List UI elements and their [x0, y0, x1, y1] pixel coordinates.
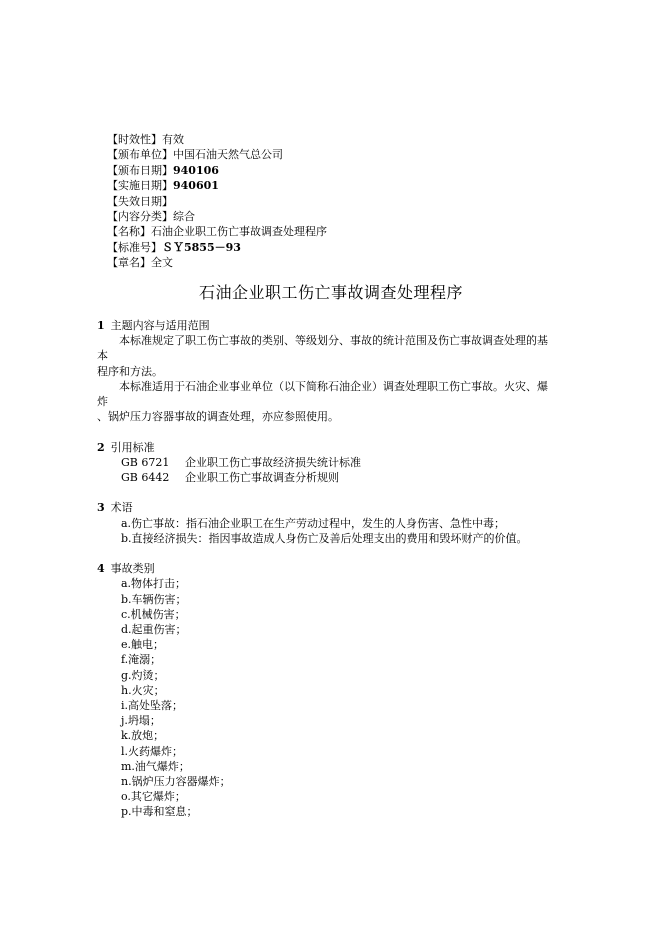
list-item: d.起重伤害；	[121, 623, 187, 637]
paragraph-line: 、锅炉压力容器事故的调查处理，亦应参照使用。	[97, 410, 339, 424]
section-heading	[97, 440, 569, 455]
list-item: e.触电；	[121, 638, 165, 652]
list-item: n.锅炉压力容器爆炸；	[121, 775, 231, 789]
term-item: a.伤亡事故：指石油企业职工在生产劳动过程中，发生的人身伤害、急性中毒；	[121, 516, 506, 530]
meta-value: 石油企业职工伤亡事故调查处理程序	[151, 225, 327, 239]
section-title: 主题内容与适用范围	[110, 319, 210, 332]
spacer	[97, 546, 569, 561]
list-item: f.淹溺；	[121, 653, 162, 667]
meta-effective-date	[107, 178, 327, 193]
meta-value: 有效	[162, 133, 184, 146]
meta-issuer	[107, 147, 327, 162]
meta-issue-date	[107, 163, 327, 178]
meta-label: 【实施日期】	[107, 179, 173, 193]
section-title: 术语	[110, 501, 133, 515]
meta-name	[107, 224, 327, 239]
section-number: 1	[97, 319, 105, 332]
paragraph-line: 本标准规定了职工伤亡事故的类别、等级划分、事故的统计范围及伤亡事故调查处理的基	[119, 334, 548, 348]
meta-value: ＳＹ5855－93	[162, 240, 241, 254]
meta-category	[107, 209, 327, 224]
meta-value: 全文	[151, 256, 173, 270]
meta-value: 综合	[173, 210, 195, 224]
section-heading	[97, 318, 569, 333]
reference-row	[97, 470, 569, 485]
section-number: 4	[97, 562, 105, 576]
document-body	[97, 318, 569, 820]
meta-standard-number	[107, 240, 327, 255]
meta-label: 【名称】	[107, 225, 151, 239]
paragraph-line: 本标准适用于石油企业事业单位（以下简称石油企业）调查处理职工伤亡事故。火灾、爆	[119, 379, 548, 393]
section-title: 事故类别	[110, 562, 155, 576]
list-item: g.灼烫；	[121, 668, 165, 682]
reference-row	[97, 455, 569, 470]
meta-label: 【标准号】	[107, 240, 162, 254]
reference-name: 企业职工伤亡事故经济损失统计标准	[185, 455, 361, 469]
meta-label: 【失效日期】	[107, 194, 173, 208]
reference-name: 企业职工伤亡事故调查分析规则	[185, 471, 339, 485]
section-number: 3	[97, 501, 105, 515]
spacer	[97, 424, 569, 439]
list-item: l.火药爆炸；	[121, 744, 184, 758]
meta-value: 940106	[173, 163, 219, 177]
meta-expiry-date	[107, 194, 327, 209]
section-title: 引用标准	[110, 440, 155, 454]
section-heading	[97, 561, 569, 576]
list-item: a.物体打击；	[121, 577, 187, 591]
list-item: i.高处坠落；	[121, 699, 184, 713]
list-item: h.火灾；	[121, 683, 165, 697]
meta-label: 【内容分类】	[107, 210, 173, 224]
document-title: 石油企业职工伤亡事故调查处理程序	[198, 283, 463, 302]
reference-code: GB 6721	[121, 455, 170, 469]
meta-chapter	[107, 255, 327, 270]
paragraph-line: 炸	[97, 395, 108, 409]
meta-value: 中国石油天然气总公司	[173, 148, 283, 162]
list-item: j.坍塌；	[121, 714, 161, 728]
reference-code: GB 6442	[121, 471, 170, 485]
list-item: p.中毒和窒息；	[121, 805, 198, 819]
meta-label: 【章名】	[107, 256, 151, 270]
term-item: b.直接经济损失：指因事故造成人身伤亡及善后处理支出的费用和毁坏财产的价值。	[121, 531, 528, 545]
meta-label: 【颁布日期】	[107, 163, 173, 177]
paragraph-line: 程序和方法。	[97, 364, 163, 378]
list-item: k.放炮；	[121, 729, 165, 743]
meta-value: 940601	[173, 179, 219, 193]
list-item: o.其它爆炸；	[121, 790, 186, 804]
spacer	[97, 485, 569, 500]
section-number: 2	[97, 440, 105, 454]
meta-label: 【时效性】	[107, 133, 162, 146]
list-item: b.车辆伤害；	[121, 592, 187, 606]
metadata-block	[107, 132, 327, 271]
list-item: m.油气爆炸；	[121, 759, 190, 773]
meta-validity	[107, 132, 327, 147]
meta-label: 【颁布单位】	[107, 148, 173, 162]
paragraph-line: 本	[97, 349, 108, 363]
list-item: c.机械伤害；	[121, 607, 186, 621]
section-heading	[97, 500, 569, 515]
